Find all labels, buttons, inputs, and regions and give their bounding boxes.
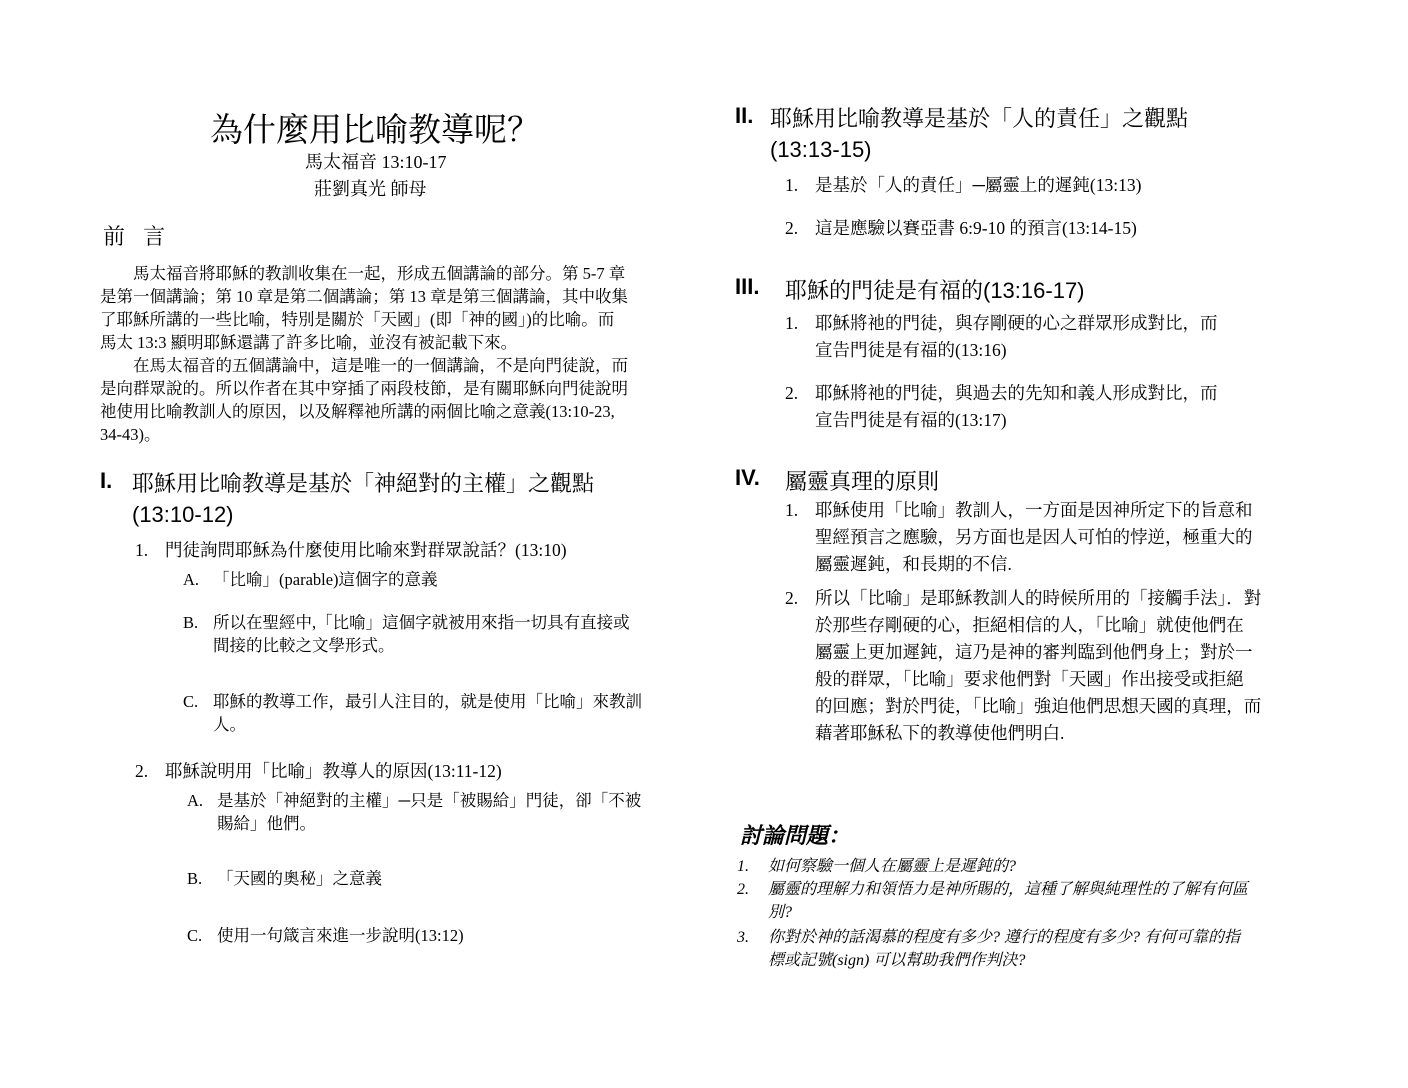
text-line: 聖經預言之應驗，另方面也是因人可怕的悖逆，極重大的 bbox=[815, 527, 1253, 547]
text-line: 於那些存剛硬的心，拒絕相信的人，「比喻」就使他們在 bbox=[815, 615, 1244, 635]
point-text bbox=[815, 497, 1253, 578]
text-line: 標或記號(sign) 可以幫助我們作判決? bbox=[768, 952, 1026, 969]
text-line: 宣告門徒是有福的(13:17) bbox=[815, 410, 1007, 430]
heading-line: 耶穌用比喻教導是基於「神絕對的主權」之觀點 bbox=[132, 471, 595, 496]
page-title: 為什麼用比喻教導呢？ bbox=[210, 113, 540, 149]
text-line: 宣告門徒是有福的(13:16) bbox=[815, 340, 1007, 360]
point-text: 是基於「人的責任」─屬靈上的遲鈍(13:13) bbox=[815, 175, 1142, 195]
sub-text bbox=[217, 789, 641, 835]
heading-line: 耶穌用比喻教導是基於「人的責任」之觀點 bbox=[770, 106, 1189, 131]
point-number: 1. bbox=[135, 540, 149, 560]
point-text bbox=[815, 380, 1218, 434]
text-line: 使用一句箴言來進一步說明(13:12) bbox=[217, 926, 464, 945]
text-line: 人。 bbox=[213, 715, 246, 734]
sub-number: B. bbox=[187, 869, 203, 888]
question-text bbox=[768, 926, 1240, 972]
text-line: 間接的比較之文學形式。 bbox=[213, 636, 395, 655]
heading-line: (13:13-15) bbox=[770, 137, 872, 162]
text-line: 屬靈的理解力和領悟力是神所賜的，這種了解與純理性的了解有何區 bbox=[768, 881, 1249, 898]
text-line: 祂使用比喻教訓人的原因，以及解釋祂所講的兩個比喻之意義(13:10-23, bbox=[100, 402, 615, 421]
question-number: 2. bbox=[737, 881, 749, 898]
point-number: 2. bbox=[785, 383, 799, 403]
point-text: 耶穌說明用「比喻」教導人的原因(13:11-12) bbox=[165, 761, 502, 781]
text-line: 的回應；對於門徒，「比喻」強迫他們思想天國的真理，而 bbox=[815, 696, 1262, 716]
sub-text bbox=[213, 611, 630, 657]
text-line: 藉著耶穌私下的教導使他們明白. bbox=[815, 723, 1065, 743]
section-heading: 耶穌的門徒是有福的(13:16-17) bbox=[785, 278, 1085, 303]
section-number: I. bbox=[100, 468, 113, 493]
point-number: 2. bbox=[785, 588, 799, 608]
text-line: 耶穌使用「比喻」教訓人，一方面是因神所定下的旨意和 bbox=[815, 500, 1253, 520]
question-number: 3. bbox=[737, 929, 749, 946]
point-text: 門徒詢問耶穌為什麼使用比喻來對群眾說話？(13:10) bbox=[165, 540, 567, 560]
text-line: 所以「比喻」是耶穌教訓人的時候所用的「接觸手法」．對 bbox=[815, 588, 1262, 608]
text-line: 在馬太福音的五個講論中，這是唯一的一個講論，不是向門徒說，而 bbox=[100, 356, 628, 375]
question-number: 1. bbox=[737, 858, 749, 875]
sub-number: A. bbox=[187, 791, 204, 810]
sub-text bbox=[217, 924, 464, 947]
sub-number: A. bbox=[183, 570, 200, 589]
point-text bbox=[815, 585, 1261, 747]
section-heading bbox=[770, 103, 1188, 165]
text-line: 你對於神的話渴慕的程度有多少? 遵行的程度有多少? 有何可靠的指 bbox=[768, 929, 1241, 946]
text-line: 屬靈遲鈍，和長期的不信. bbox=[815, 554, 1012, 574]
text-line: 馬太 13:3 顯明耶穌還講了許多比喻，並沒有被記載下來。 bbox=[100, 333, 518, 352]
sub-number: C. bbox=[187, 926, 203, 945]
intro-paragraph bbox=[100, 262, 628, 446]
text-line: 「比喻」(parable)這個字的意義 bbox=[213, 570, 438, 589]
text-line: 所以在聖經中,「比喻」這個字就被用來指一切具有直接或 bbox=[213, 613, 630, 632]
text-line: 如何察驗一個人在屬靈上是遲鈍的? bbox=[768, 858, 1017, 875]
text-line: 「天國的奧秘」之意義 bbox=[217, 869, 382, 888]
text-line: 馬太福音將耶穌的教訓收集在一起，形成五個講論的部分。第 5-7 章 bbox=[100, 264, 626, 283]
point-number: 2. bbox=[135, 761, 149, 781]
text-line: 般的群眾，「比喻」要求他們對「天國」作出接受或拒絕 bbox=[815, 669, 1244, 689]
sub-text bbox=[217, 867, 382, 890]
section-number: II. bbox=[735, 103, 754, 128]
text-line: 別? bbox=[768, 904, 793, 921]
section-number: III. bbox=[735, 274, 760, 299]
point-number: 1. bbox=[785, 500, 799, 520]
point-text: 這是應驗以賽亞書 6:9-10 的預言(13:14-15) bbox=[815, 218, 1137, 238]
text-line: 屬靈上更加遲鈍，這乃是神的審判臨到他們身上；對於一 bbox=[815, 642, 1253, 662]
section-number: IV. bbox=[735, 465, 760, 490]
text-line: 是基於「神絕對的主權」─只是「被賜給」門徒，卻「不被 bbox=[217, 791, 642, 810]
point-number: 1. bbox=[785, 313, 799, 333]
text-line: 耶穌的教導工作，最引人注目的，就是使用「比喻」來教訓 bbox=[213, 692, 642, 711]
section-heading: 屬靈真理的原則 bbox=[785, 469, 940, 494]
sub-number: C. bbox=[183, 692, 199, 711]
text-line: 耶穌將祂的門徒，與過去的先知和義人形成對比，而 bbox=[815, 383, 1218, 403]
text-line: 賜給」他們。 bbox=[217, 814, 316, 833]
section-heading bbox=[132, 468, 594, 530]
point-number: 2. bbox=[785, 218, 799, 238]
author: 莊劉真光 師母 bbox=[314, 179, 427, 199]
text-line: 是第一個講論；第 10 章是第二個講論；第 13 章是第三個講論，其中收集 bbox=[100, 287, 628, 306]
intro-heading: 前 言 bbox=[103, 224, 172, 249]
text-line: 34-43)。 bbox=[100, 425, 161, 444]
point-number: 1. bbox=[785, 175, 799, 195]
sub-text bbox=[213, 690, 642, 736]
sub-text bbox=[213, 568, 438, 591]
point-text bbox=[815, 310, 1218, 364]
subtitle: 馬太福音 13:10-17 bbox=[305, 152, 447, 172]
question-text bbox=[768, 855, 1016, 878]
question-text bbox=[768, 878, 1248, 924]
text-line: 了耶穌所講的一些比喻，特別是關於「天國」(即「神的國」)的比喻。而 bbox=[100, 310, 615, 329]
sub-number: B. bbox=[183, 613, 199, 632]
heading-line: (13:10-12) bbox=[132, 502, 234, 527]
text-line: 耶穌將祂的門徒，與存剛硬的心之群眾形成對比，而 bbox=[815, 313, 1218, 333]
discussion-heading: 討論問題： bbox=[740, 823, 851, 848]
text-line: 是向群眾說的。所以作者在其中穿插了兩段枝節，是有關耶穌向門徒說明 bbox=[100, 379, 628, 398]
